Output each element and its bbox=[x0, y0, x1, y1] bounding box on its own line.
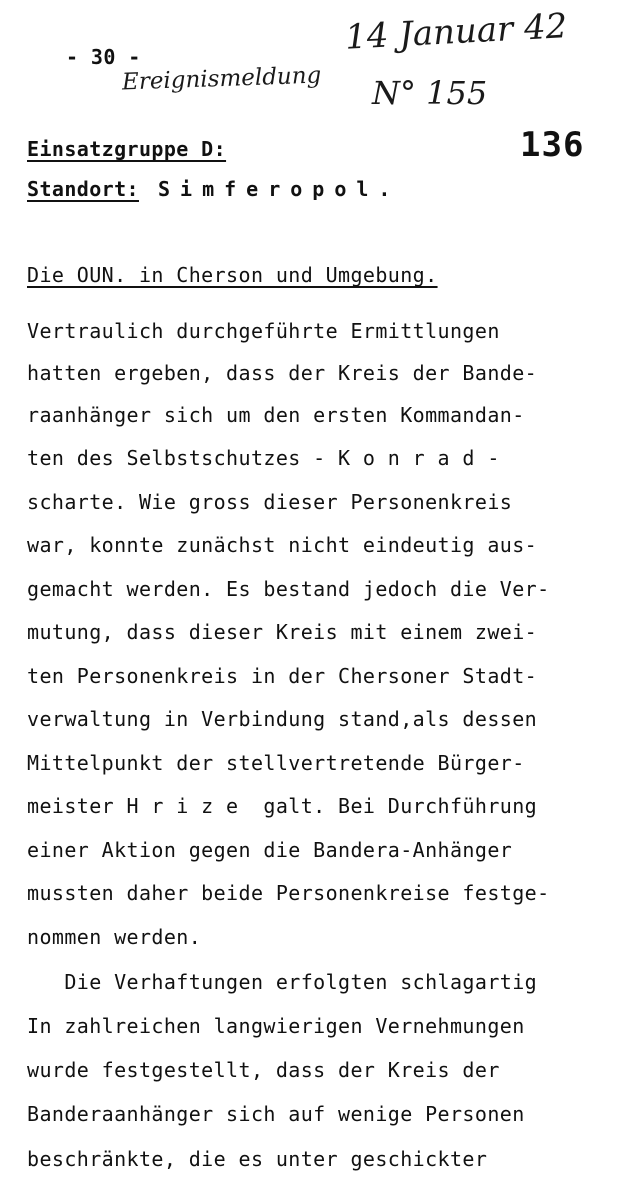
body-line: In zahlreichen langwierigen Vernehmungen bbox=[27, 1014, 525, 1038]
body-line: wurde festgestellt, dass der Kreis der bbox=[27, 1058, 500, 1082]
body-line: nommen werden. bbox=[27, 925, 202, 949]
body-line: raanhänger sich um den ersten Kommandan- bbox=[27, 403, 525, 427]
standort-label: Standort: bbox=[27, 177, 139, 201]
handwritten-date: 14 Januar 42 bbox=[344, 6, 569, 58]
section-heading: Die OUN. in Cherson und Umgebung. bbox=[27, 263, 438, 287]
handwritten-report-number: N° 155 bbox=[372, 74, 488, 112]
body-line: ten des Selbstschutzes - K o n r a d - bbox=[27, 446, 500, 470]
body-line: Vertraulich durchgeführte Ermittlungen bbox=[27, 319, 500, 343]
body-line: Die Verhaftungen erfolgten schlagartig bbox=[27, 970, 538, 994]
body-line: mutung, dass dieser Kreis mit einem zwei- bbox=[27, 620, 538, 644]
body-line: gemacht werden. Es bestand jedoch die Ver- bbox=[27, 577, 550, 601]
page-number: - 30 - bbox=[66, 45, 141, 69]
body-line: Mittelpunkt der stellvertretende Bürger- bbox=[27, 751, 525, 775]
standort-value: Simferopol. bbox=[158, 177, 401, 201]
body-line: scharte. Wie gross dieser Personenkreis bbox=[27, 490, 513, 514]
body-line: beschränkte, die es unter geschickter bbox=[27, 1147, 488, 1171]
body-line: einer Aktion gegen die Bandera-Anhänger bbox=[27, 838, 513, 862]
body-line: ten Personenkreis in der Chersoner Stadt- bbox=[27, 664, 538, 688]
body-line: meister H r i z e galt. Bei Durchführung bbox=[27, 794, 538, 818]
body-line: Banderaanhänger sich auf wenige Personen bbox=[27, 1102, 525, 1126]
body-line: hatten ergeben, dass der Kreis der Bande- bbox=[27, 361, 538, 385]
body-line: verwaltung in Verbindung stand,als dessen bbox=[27, 707, 538, 731]
einsatzgruppe-label: Einsatzgruppe D: bbox=[27, 137, 227, 161]
document-number: 136 bbox=[520, 125, 585, 165]
body-line: war, konnte zunächst nicht eindeutig aus- bbox=[27, 533, 538, 557]
handwritten-series-note: Ereignismeldung bbox=[121, 62, 322, 96]
body-line: mussten daher beide Personenkreise festge- bbox=[27, 881, 550, 905]
